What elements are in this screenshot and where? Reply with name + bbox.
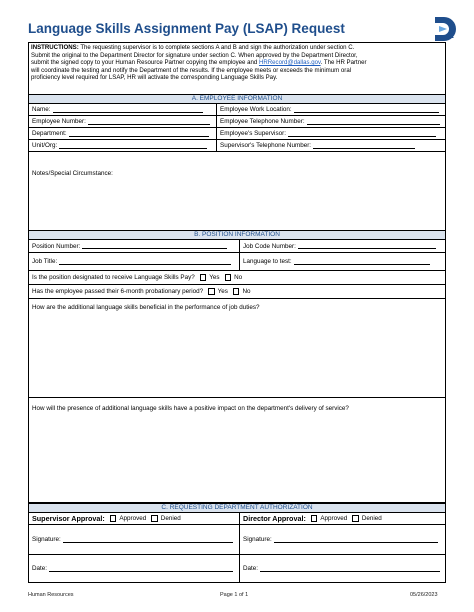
designated-yes-checkbox[interactable]	[200, 274, 207, 281]
director-approval-label: Director Approval:	[243, 514, 306, 523]
employee-number-label: Employee Number:	[32, 118, 86, 125]
hr-email-link[interactable]: HRRecord@dallas.gov	[258, 59, 321, 67]
instructions	[31, 44, 443, 82]
supervisor-date-label: Date:	[32, 565, 48, 572]
director-signature-label: Signature:	[243, 536, 272, 543]
department-label: Department:	[32, 130, 67, 137]
designated-yes-label: Yes	[209, 274, 220, 281]
work-location-cell	[216, 104, 445, 115]
instructions-line-2: Submit the original to the Department Director for signature under section C. When approved by the Department Director,	[31, 51, 358, 59]
row-department	[29, 128, 445, 140]
employee-number-field[interactable]	[88, 119, 210, 125]
row-dates	[29, 555, 445, 582]
director-date-cell	[239, 555, 445, 582]
job-title-field[interactable]	[59, 259, 231, 265]
row-approvals	[29, 513, 445, 525]
supervisor-approval-label: Supervisor Approval:	[32, 514, 105, 523]
instructions-line-3: submit the signed copy to your Human Resource Partner copying the employee and	[31, 59, 259, 67]
probation-cell	[29, 285, 445, 298]
instructions-line-5: proficiency level required for LSAP, HR will activate the corresponding Language Skills Pay.	[31, 74, 278, 82]
supervisor-date-field[interactable]	[49, 566, 233, 572]
work-location-field[interactable]	[294, 107, 439, 113]
director-approved-label: Approved	[320, 515, 348, 522]
telephone-field[interactable]	[307, 119, 440, 125]
supervisor-approved-checkbox[interactable]	[110, 515, 117, 522]
section-c-header: C. REQUESTING DEPARTMENT AUTHORIZATION	[29, 503, 445, 513]
row-probation	[29, 285, 445, 299]
probation-question: Has the employee passed their 6-month probationary period?	[32, 288, 204, 295]
row-name	[29, 104, 445, 116]
beneficial-box[interactable]	[29, 299, 445, 398]
director-signature-cell	[239, 525, 445, 554]
director-approved-checkbox[interactable]	[311, 515, 318, 522]
footer-left: Human Resources	[28, 592, 74, 598]
supervisor-date-cell	[29, 555, 239, 582]
job-title-cell	[29, 253, 239, 270]
supervisor-cell	[216, 128, 445, 139]
department-field[interactable]	[69, 131, 209, 137]
job-code-cell	[239, 240, 445, 252]
supervisor-approval-cell	[29, 513, 239, 524]
section-b-header: B. POSITION INFORMATION	[29, 230, 445, 240]
supervisor-signature-label: Signature:	[32, 536, 61, 543]
instructions-lead: INSTRUCTIONS:	[31, 44, 79, 51]
supervisor-telephone-field[interactable]	[313, 143, 415, 149]
beneficial-question: How are the additional language skills beneficial in the performance of job duties?	[32, 304, 260, 311]
instructions-line-4: will coordinate the testing and notify the Department of the results. If the employee meets or exceeds the minimum oral	[31, 66, 352, 74]
footer-date: 05/26/2023	[410, 592, 438, 598]
row-job-title	[29, 253, 445, 271]
name-field[interactable]	[53, 107, 203, 113]
unit-org-label: Unit/Org:	[32, 142, 58, 149]
supervisor-denied-label: Denied	[160, 515, 181, 522]
section-a-header: A. EMPLOYEE INFORMATION	[29, 94, 445, 104]
notes-box[interactable]	[29, 152, 445, 231]
supervisor-approved-label: Approved	[119, 515, 147, 522]
probation-no-label: No	[242, 288, 251, 295]
row-employee-number	[29, 116, 445, 128]
lsap-form	[28, 42, 446, 583]
work-location-label: Employee Work Location:	[220, 106, 292, 113]
city-of-dallas-logo	[430, 14, 460, 44]
position-number-field[interactable]	[82, 243, 227, 249]
supervisor-telephone-cell	[216, 140, 445, 151]
job-code-field[interactable]	[298, 243, 436, 249]
footer-page: Page 1 of 1	[220, 592, 249, 598]
director-approval-cell	[239, 513, 445, 524]
probation-yes-checkbox[interactable]	[208, 288, 215, 295]
probation-yes-label: Yes	[217, 288, 228, 295]
form-title: Language Skills Assignment Pay (LSAP) Request	[28, 21, 345, 36]
row-unit-org	[29, 140, 445, 152]
telephone-cell	[216, 116, 445, 127]
designated-cell	[29, 271, 445, 284]
position-number-label: Position Number:	[32, 242, 81, 250]
supervisor-denied-checkbox[interactable]	[151, 515, 158, 522]
notes-label: Notes/Special Circumstance:	[32, 170, 113, 177]
supervisor-telephone-label: Supervisor's Telephone Number:	[220, 142, 312, 149]
employee-number-cell	[29, 116, 216, 127]
name-label: Name:	[32, 106, 51, 113]
instructions-line-3-end: . The HR Partner	[320, 59, 367, 67]
name-cell	[29, 104, 216, 115]
row-signatures	[29, 525, 445, 555]
row-position-number	[29, 240, 445, 253]
position-number-cell	[29, 240, 239, 252]
supervisor-signature-cell	[29, 525, 239, 554]
director-date-label: Date:	[243, 565, 259, 572]
designated-no-checkbox[interactable]	[225, 274, 232, 281]
supervisor-label: Employee's Supervisor:	[220, 130, 286, 137]
impact-box[interactable]	[29, 398, 445, 503]
row-designated	[29, 271, 445, 285]
designated-question: Is the position designated to receive Language Skills Pay?	[32, 274, 195, 281]
supervisor-signature-field[interactable]	[63, 537, 233, 543]
unit-org-field[interactable]	[59, 143, 207, 149]
designated-no-label: No	[234, 274, 243, 281]
language-cell	[239, 253, 445, 270]
impact-question: How will the presence of additional language skills have a positive impact on the department's delivery of service?	[32, 405, 349, 412]
language-field[interactable]	[294, 259, 430, 265]
language-label: Language to test:	[243, 258, 292, 265]
supervisor-field[interactable]	[288, 131, 436, 137]
director-signature-field[interactable]	[274, 537, 438, 543]
director-denied-checkbox[interactable]	[352, 515, 359, 522]
job-code-label: Job Code Number:	[243, 242, 296, 250]
department-cell	[29, 128, 216, 139]
director-denied-label: Denied	[361, 515, 382, 522]
director-date-field[interactable]	[260, 566, 440, 572]
instructions-line-1: The requesting supervisor is to complete sections A and B and sign the authorization under section C.	[78, 44, 355, 51]
unit-org-cell	[29, 140, 216, 151]
probation-no-checkbox[interactable]	[233, 288, 240, 295]
job-title-label: Job Title:	[32, 258, 58, 265]
telephone-label: Employee Telephone Number:	[220, 118, 305, 125]
